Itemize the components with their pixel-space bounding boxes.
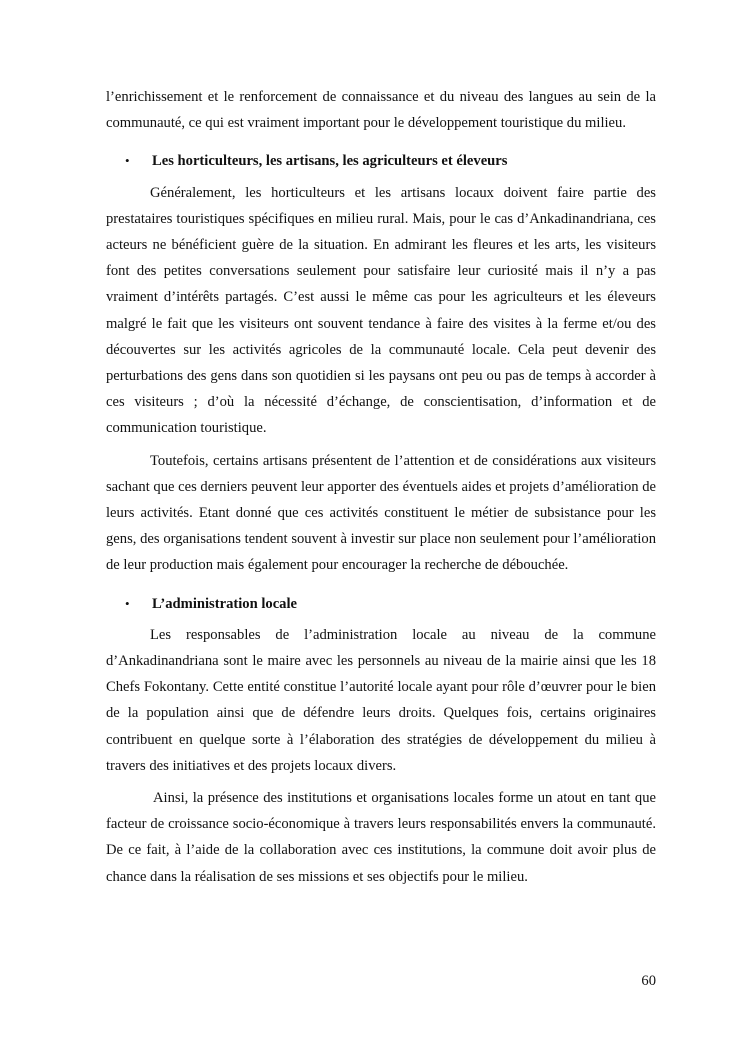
bullet-icon: • (125, 153, 130, 169)
bullet-icon: • (125, 595, 130, 611)
paragraph-horticulteurs: Généralement, les horticulteurs et les artisans locaux doivent faire partie des prestataires touristiques spécifiques en milieu rural. Mais, pour le cas d’Ankadinandriana, ces acteurs ne bénéficient guère de la situation. En admirant les fleures et les arts, les visiteurs font des petites conversations seulement pour satisfaire leur curiosité mais il n’y a pas vraiment d’intérêts partagés. C’est aussi le même cas pour les agriculteurs et les éleveurs malgré le fait que les visiteurs ont souvent tendance à faire des visites à la ferme et/ou des découvertes sur les activités agricoles de la communauté locale. Cela peut devenir des perturbations des gens dans son quotidien si les paysans ont peu ou pas de temps à accorder à ces visiteurs ; d’où la nécessité d’échange, de conscientisation, d’information et de communication touristique. (106, 184, 656, 437)
document-page (106, 84, 656, 890)
page-number: 60 (641, 973, 656, 989)
paragraph-intro-continuation: l’enrichissement et le renforcement de connaissance et du niveau des langues au sein de la communauté, ce qui est vraiment important pour le développement touristique du milieu. (106, 89, 656, 132)
paragraph-administration: Les responsables de l’administration locale au niveau de la commune d’Ankadinandriana sont le maire avec les personnels au niveau de la mairie ainsi que les 18 Chefs Fokontany. Cette entité constitue l’autorité locale ayant pour rôle d’œuvrer pour le bien de la population ainsi que de défendre leurs droits. Quelques fois, certains originaires contribuent en quelque sorte à l’élaboration des stratégies de développement du milieu à travers des initiatives et des projets locaux divers. (106, 626, 656, 774)
section-heading-administration (106, 591, 656, 617)
section-heading-label: L’administration locale (152, 595, 297, 612)
section-heading-label: Les horticulteurs, les artisans, les agriculteurs et éleveurs (152, 153, 508, 170)
paragraph-artisans: Toutefois, certains artisans présentent de l’attention et de considérations aux visiteurs sachant que ces derniers peuvent leur apporter des éventuels aides et projets d’amélioration de leurs activités. Etant donné que ces activités constituent le métier de subsistance pour les gens, des organisations tendent souvent à investir sur place non seulement pour l’amélioration de leur production mais également pour encourager la recherche de débouchée. (106, 452, 656, 574)
paragraph-conclusion: Ainsi, la présence des institutions et organisations locales forme un atout en tant que facteur de croissance socio-économique à travers leurs responsabilités envers la communauté. De ce fait, à l’aide de la collaboration avec ces institutions, la commune doit avoir plus de chance dans la réalisation de ses missions et ses objectifs pour le milieu. (106, 790, 656, 885)
section-heading-horticulteurs (106, 148, 656, 174)
